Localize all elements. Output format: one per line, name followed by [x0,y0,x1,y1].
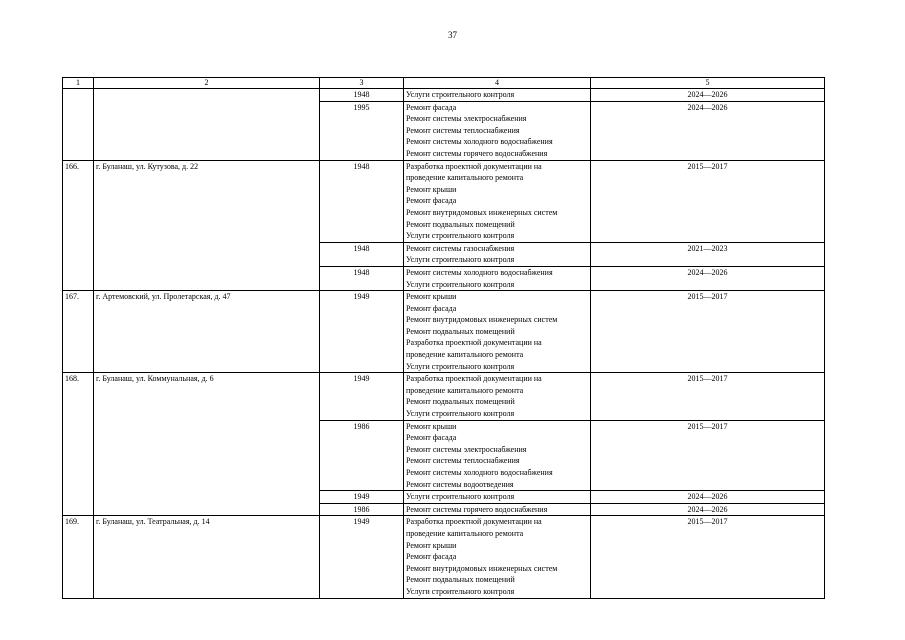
work-item: Ремонт внутридомовых инженерных систем [406,315,558,325]
work-item: Ремонт системы холодного водоснабжения [406,267,553,277]
construction-year-cell: 1948 [320,266,404,290]
table-row [63,291,825,373]
work-item: Ремонт фасада [406,196,457,206]
address-cell [94,89,320,161]
construction-year-cell: 1986 [320,503,404,516]
work-item: Ремонт системы холодного водоснабжения [406,468,553,477]
column-header-5: 5 [591,78,825,89]
work-item: Ремонт крыши [406,184,457,194]
works-list-cell [404,373,591,420]
entry-number-cell [63,89,94,161]
work-item: Ремонт подвальных помещений [406,575,515,585]
address-cell: г. Буланаш, ул. Театральная, д. 14 [94,516,320,598]
work-item: Ремонт крыши [406,421,457,431]
works-list-cell [404,266,591,290]
work-item: Разработка проектной документации на [406,374,542,384]
planned-period-cell: 2024—2026 [591,89,825,102]
work-item: Разработка проектной документации на [406,517,542,527]
work-item: Ремонт системы теплоснабжения [406,125,520,135]
planned-period-cell: 2015—2017 [591,160,825,242]
planned-period-cell: 2021—2023 [591,242,825,266]
work-item: Ремонт фасада [406,552,457,562]
planned-period-cell: 2015—2017 [591,420,825,491]
construction-year-cell: 1949 [320,373,404,420]
page-number: 37 [448,30,457,40]
construction-year-cell: 1949 [320,516,404,598]
work-item: Ремонт системы холодного водоснабжения [406,137,553,147]
work-item: Ремонт системы электроснабжения [406,114,527,124]
work-item: Ремонт системы водоотведения [406,479,514,489]
works-list-cell [404,420,591,491]
works-list-cell [404,89,591,102]
table-row [63,89,825,102]
column-number-row [63,78,825,89]
work-item: Услуги строительного контроля [406,361,515,371]
entry-number-cell: 168. [63,373,94,516]
planned-period-cell: 2024—2026 [591,491,825,504]
work-item: проведение капитального ремонта [406,385,524,395]
planned-period-cell: 2015—2017 [591,516,825,598]
work-item: Ремонт крыши [406,292,457,302]
work-item: Ремонт фасада [406,303,457,313]
work-item: Ремонт системы горячего водоснабжения [406,148,548,158]
work-item: Услуги строительного контроля [406,279,515,289]
column-header-1: 1 [63,78,94,89]
work-item: Ремонт системы газоснабжения [406,243,515,253]
work-item: Ремонт внутридомовых инженерных систем [406,563,558,573]
address-cell: г. Буланаш, ул. Коммунальная, д. 6 [94,373,320,516]
work-item: Ремонт системы теплоснабжения [406,456,520,466]
work-item: Услуги строительного контроля [406,231,515,241]
works-list-cell [404,291,591,373]
work-item: Ремонт внутридомовых инженерных систем [406,207,558,217]
planned-period-cell: 2024—2026 [591,503,825,516]
table-body [63,89,825,599]
construction-year-cell: 1948 [320,160,404,242]
work-item: проведение капитального ремонта [406,350,524,360]
construction-year-cell: 1986 [320,420,404,491]
construction-year-cell: 1995 [320,101,404,160]
table-row [63,373,825,420]
entry-number-cell: 167. [63,291,94,373]
work-item: Услуги строительного контроля [406,586,515,596]
column-header-4: 4 [404,78,591,89]
works-list-cell [404,242,591,266]
planned-period-cell: 2024—2026 [591,101,825,160]
construction-year-cell: 1948 [320,89,404,102]
entry-number-cell: 166. [63,160,94,291]
construction-year-cell: 1949 [320,491,404,504]
work-item: Услуги строительного контроля [406,90,515,99]
work-item: Ремонт системы электроснабжения [406,444,527,454]
construction-year-cell: 1948 [320,242,404,266]
work-item: Услуги строительного контроля [406,255,515,265]
address-cell: г. Артемовский, ул. Пролетарская, д. 47 [94,291,320,373]
work-item: Разработка проектной документации на [406,161,542,171]
planned-period-cell: 2015—2017 [591,373,825,420]
planned-period-cell: 2015—2017 [591,291,825,373]
table-row [63,160,825,242]
work-item: проведение капитального ремонта [406,173,524,183]
work-item: Разработка проектной документации на [406,338,542,348]
work-item: Ремонт подвальных помещений [406,219,515,229]
column-header-3: 3 [320,78,404,89]
construction-year-cell: 1949 [320,291,404,373]
works-list-cell [404,503,591,516]
repair-schedule-table [62,77,825,599]
planned-period-cell: 2024—2026 [591,266,825,290]
work-item: Ремонт системы горячего водоснабжения [406,504,548,514]
work-item: Услуги строительного контроля [406,409,515,419]
work-item: Услуги строительного контроля [406,492,515,502]
work-item: проведение капитального ремонта [406,528,524,538]
table-row [63,516,825,598]
work-item: Ремонт подвальных помещений [406,397,515,407]
works-list-cell [404,101,591,160]
work-item: Ремонт фасада [406,102,457,112]
work-item: Ремонт крыши [406,540,457,550]
column-header-2: 2 [94,78,320,89]
works-list-cell [404,491,591,504]
works-list-cell [404,516,591,598]
entry-number-cell: 169. [63,516,94,598]
works-list-cell [404,160,591,242]
work-item: Ремонт фасада [406,433,457,443]
work-item: Ремонт подвальных помещений [406,326,515,336]
address-cell: г. Буланаш, ул. Кутузова, д. 22 [94,160,320,291]
